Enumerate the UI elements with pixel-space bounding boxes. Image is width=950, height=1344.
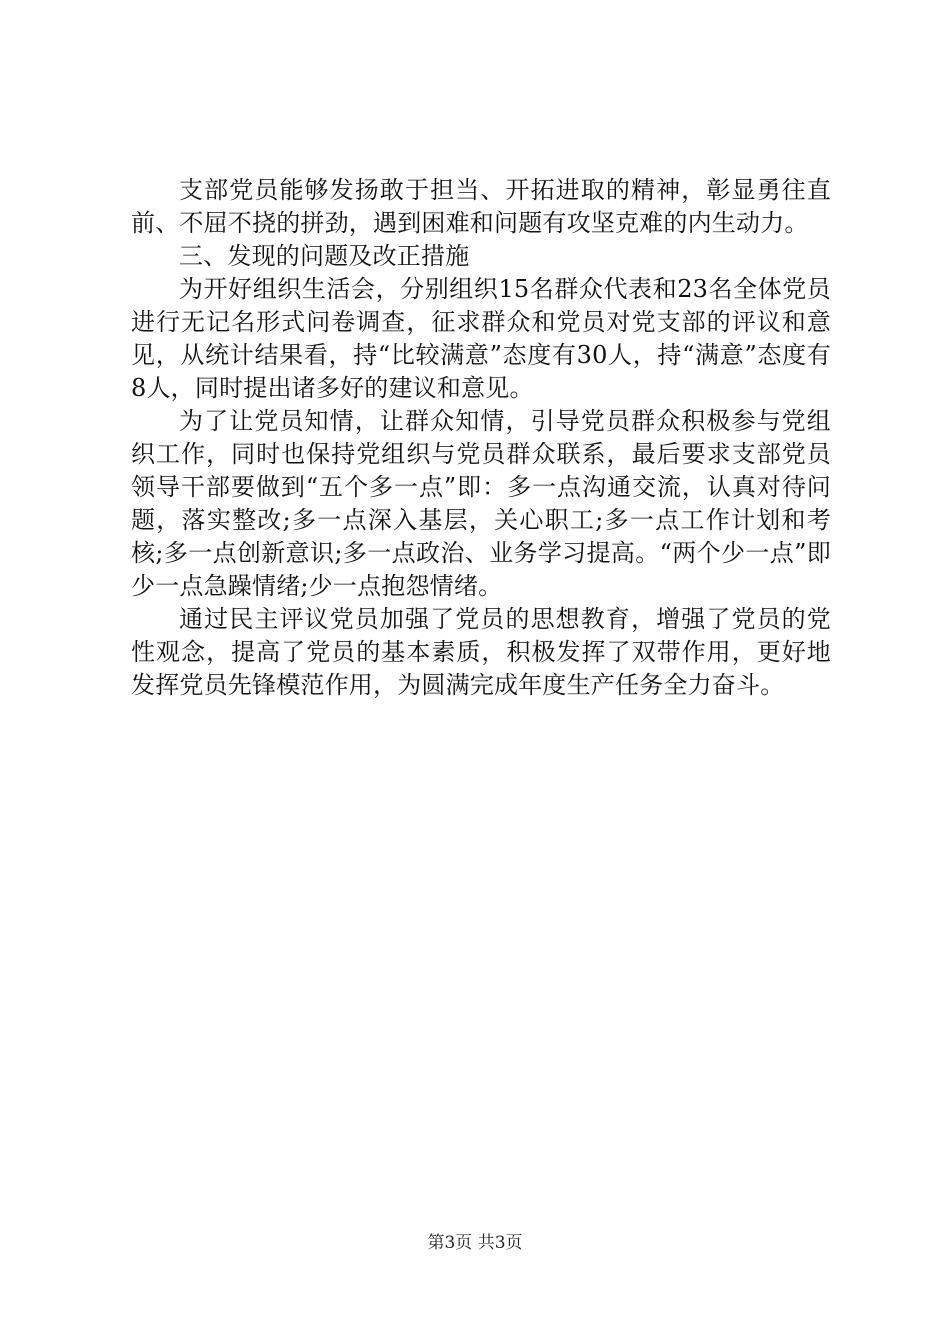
page-footer: [0, 1232, 950, 1254]
document-body: [131, 174, 831, 702]
paragraph-survey: 为开好组织生活会，分别组织15名群众代表和23名全体党员进行无记名形式问卷调查，征求群众和党员对党支部的评议和意见，从统计结果看，持“比较满意”态度有30人，持“满意”态度有8人，同时提出诸多好的建议和意见。: [131, 275, 831, 402]
page-number-label: 第3页 共3页: [427, 1233, 523, 1253]
paragraph-party-spirit: 支部党员能够发扬敢于担当、开拓进取的精神，彰显勇往直前、不屈不挠的拼劲，遇到困难和问题有攻坚克难的内生动力。: [131, 176, 831, 237]
paragraph-measures: 为了让党员知情，让群众知情，引导党员群众积极参与党组织工作，同时也保持党组织与党员群众联系，最后要求支部党员领导干部要做到“五个多一点”即：多一点沟通交流，认真对待问题，落实整改;多一点深入基层，关心职工;多一点工作计划和考核;多一点创新意识;多一点政治、业务学习提高。“两个少一点”即少一点急躁情绪;少一点抱怨情绪。: [131, 407, 831, 600]
paragraph-conclusion: 通过民主评议党员加强了党员的思想教育，增强了党员的党性观念，提高了党员的基本素质，积极发挥了双带作用，更好地发挥党员先锋模范作用，为圆满完成年度生产任务全力奋斗。: [131, 605, 831, 699]
section-heading: 三、发现的问题及改正措施: [179, 242, 470, 270]
